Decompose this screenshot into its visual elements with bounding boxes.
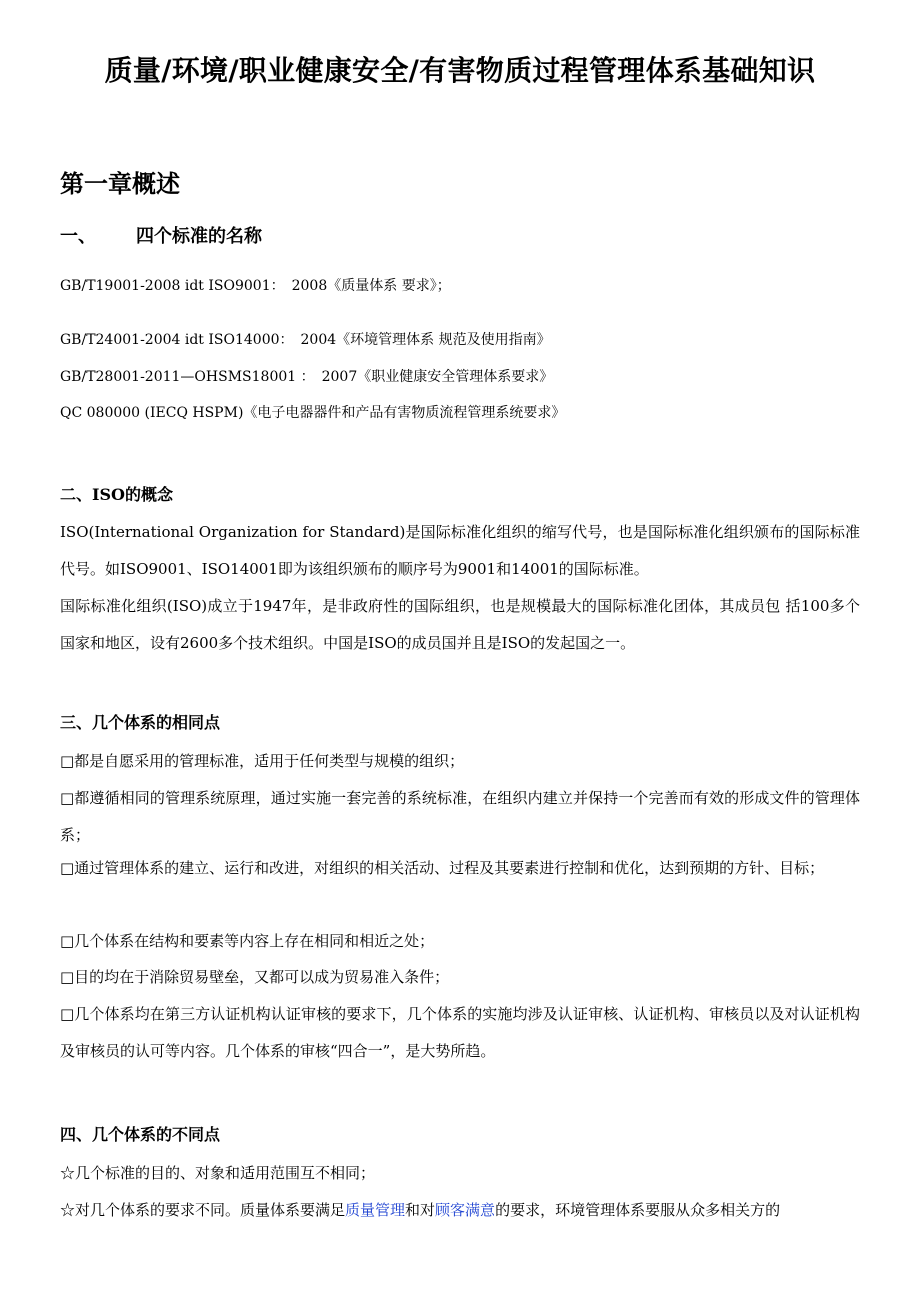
section3-item: □都遵循相同的管理系统原理，通过实施一套完善的系统标准，在组织内建立并保持一个完善而有效的形成文件的管理体系；: [60, 789, 860, 844]
section4-item2-text: ☆对几个体系的要求不同。质量体系要满足: [60, 1201, 346, 1219]
section4-heading: 四、几个体系的不同点: [60, 1125, 221, 1144]
chapter-heading: 第一章概述: [60, 169, 180, 198]
standard-item: GB/T19001-2008 idt ISO9001： 2008《质量体系 要求》；: [60, 278, 451, 294]
section1-number: 一、: [60, 226, 96, 247]
section3-item: □目的均在于消除贸易壁垒，又都可以成为贸易准入条件；: [60, 968, 450, 986]
customer-satisfaction-link[interactable]: 顾客满意: [435, 1201, 496, 1219]
quality-management-link[interactable]: 质量管理: [345, 1201, 406, 1219]
section3-heading: 三、几个体系的相同点: [60, 713, 221, 732]
section4-item2-text: 和对: [405, 1201, 436, 1219]
section2-paragraph: 国际标准化组织(ISO)成立于1947年，是非政府性的国际组织，也是规模最大的国际标准化团体，其成员包 括100多个国家和地区，设有2600多个技术组织。中国是ISO的成员国并且是ISO的发起国之一。: [60, 597, 860, 652]
section4-item: ☆几个标准的目的、对象和适用范围互不相同；: [60, 1164, 376, 1182]
document-title: 质量/环境/职业健康安全/有害物质过程管理体系基础知识: [104, 54, 816, 87]
section1-heading: 四个标准的名称: [136, 226, 262, 247]
section3-item: □几个体系在结构和要素等内容上存在相同和相近之处；: [60, 932, 435, 950]
standard-item: GB/T28001-2011—OHSMS18001 ： 2007《职业健康安全管理体系要求》: [60, 369, 554, 385]
section4-item2-text: 的要求，环境管理体系要服从众多相关方的: [495, 1201, 781, 1219]
section2-heading: 二、ISO的概念: [60, 485, 173, 504]
section2-paragraph: ISO(International Organization for Standard)是国际标准化组织的缩写代号，也是国际标准化组织颁布的国际标准 代号。如ISO9001、ISO14001即为该组织颁布的顺序号为9001和14001的国际标准。: [60, 523, 860, 578]
section3-item: □都是自愿采用的管理标准，适用于任何类型与规模的组织；: [60, 752, 465, 770]
standard-item: GB/T24001-2004 idt ISO14000： 2004《环境管理体系 规范及使用指南》: [60, 332, 551, 348]
section4-item: [60, 1192, 860, 1229]
section3-item: □几个体系均在第三方认证机构认证审核的要求下，几个体系的实施均涉及认证审核、认证机构、审核员以及对认证机构及审核员的认可等内容。几个体系的审核“四合一”，是大势所趋。: [60, 1005, 860, 1060]
standard-item: QC 080000 (IECQ HSPM)《电子电器器件和产品有害物质流程管理系统要求》: [60, 405, 566, 421]
section3-item: □通过管理体系的建立、运行和改进，对组织的相关活动、过程及其要素进行控制和优化，达到预期的方针、目标；: [60, 859, 825, 877]
